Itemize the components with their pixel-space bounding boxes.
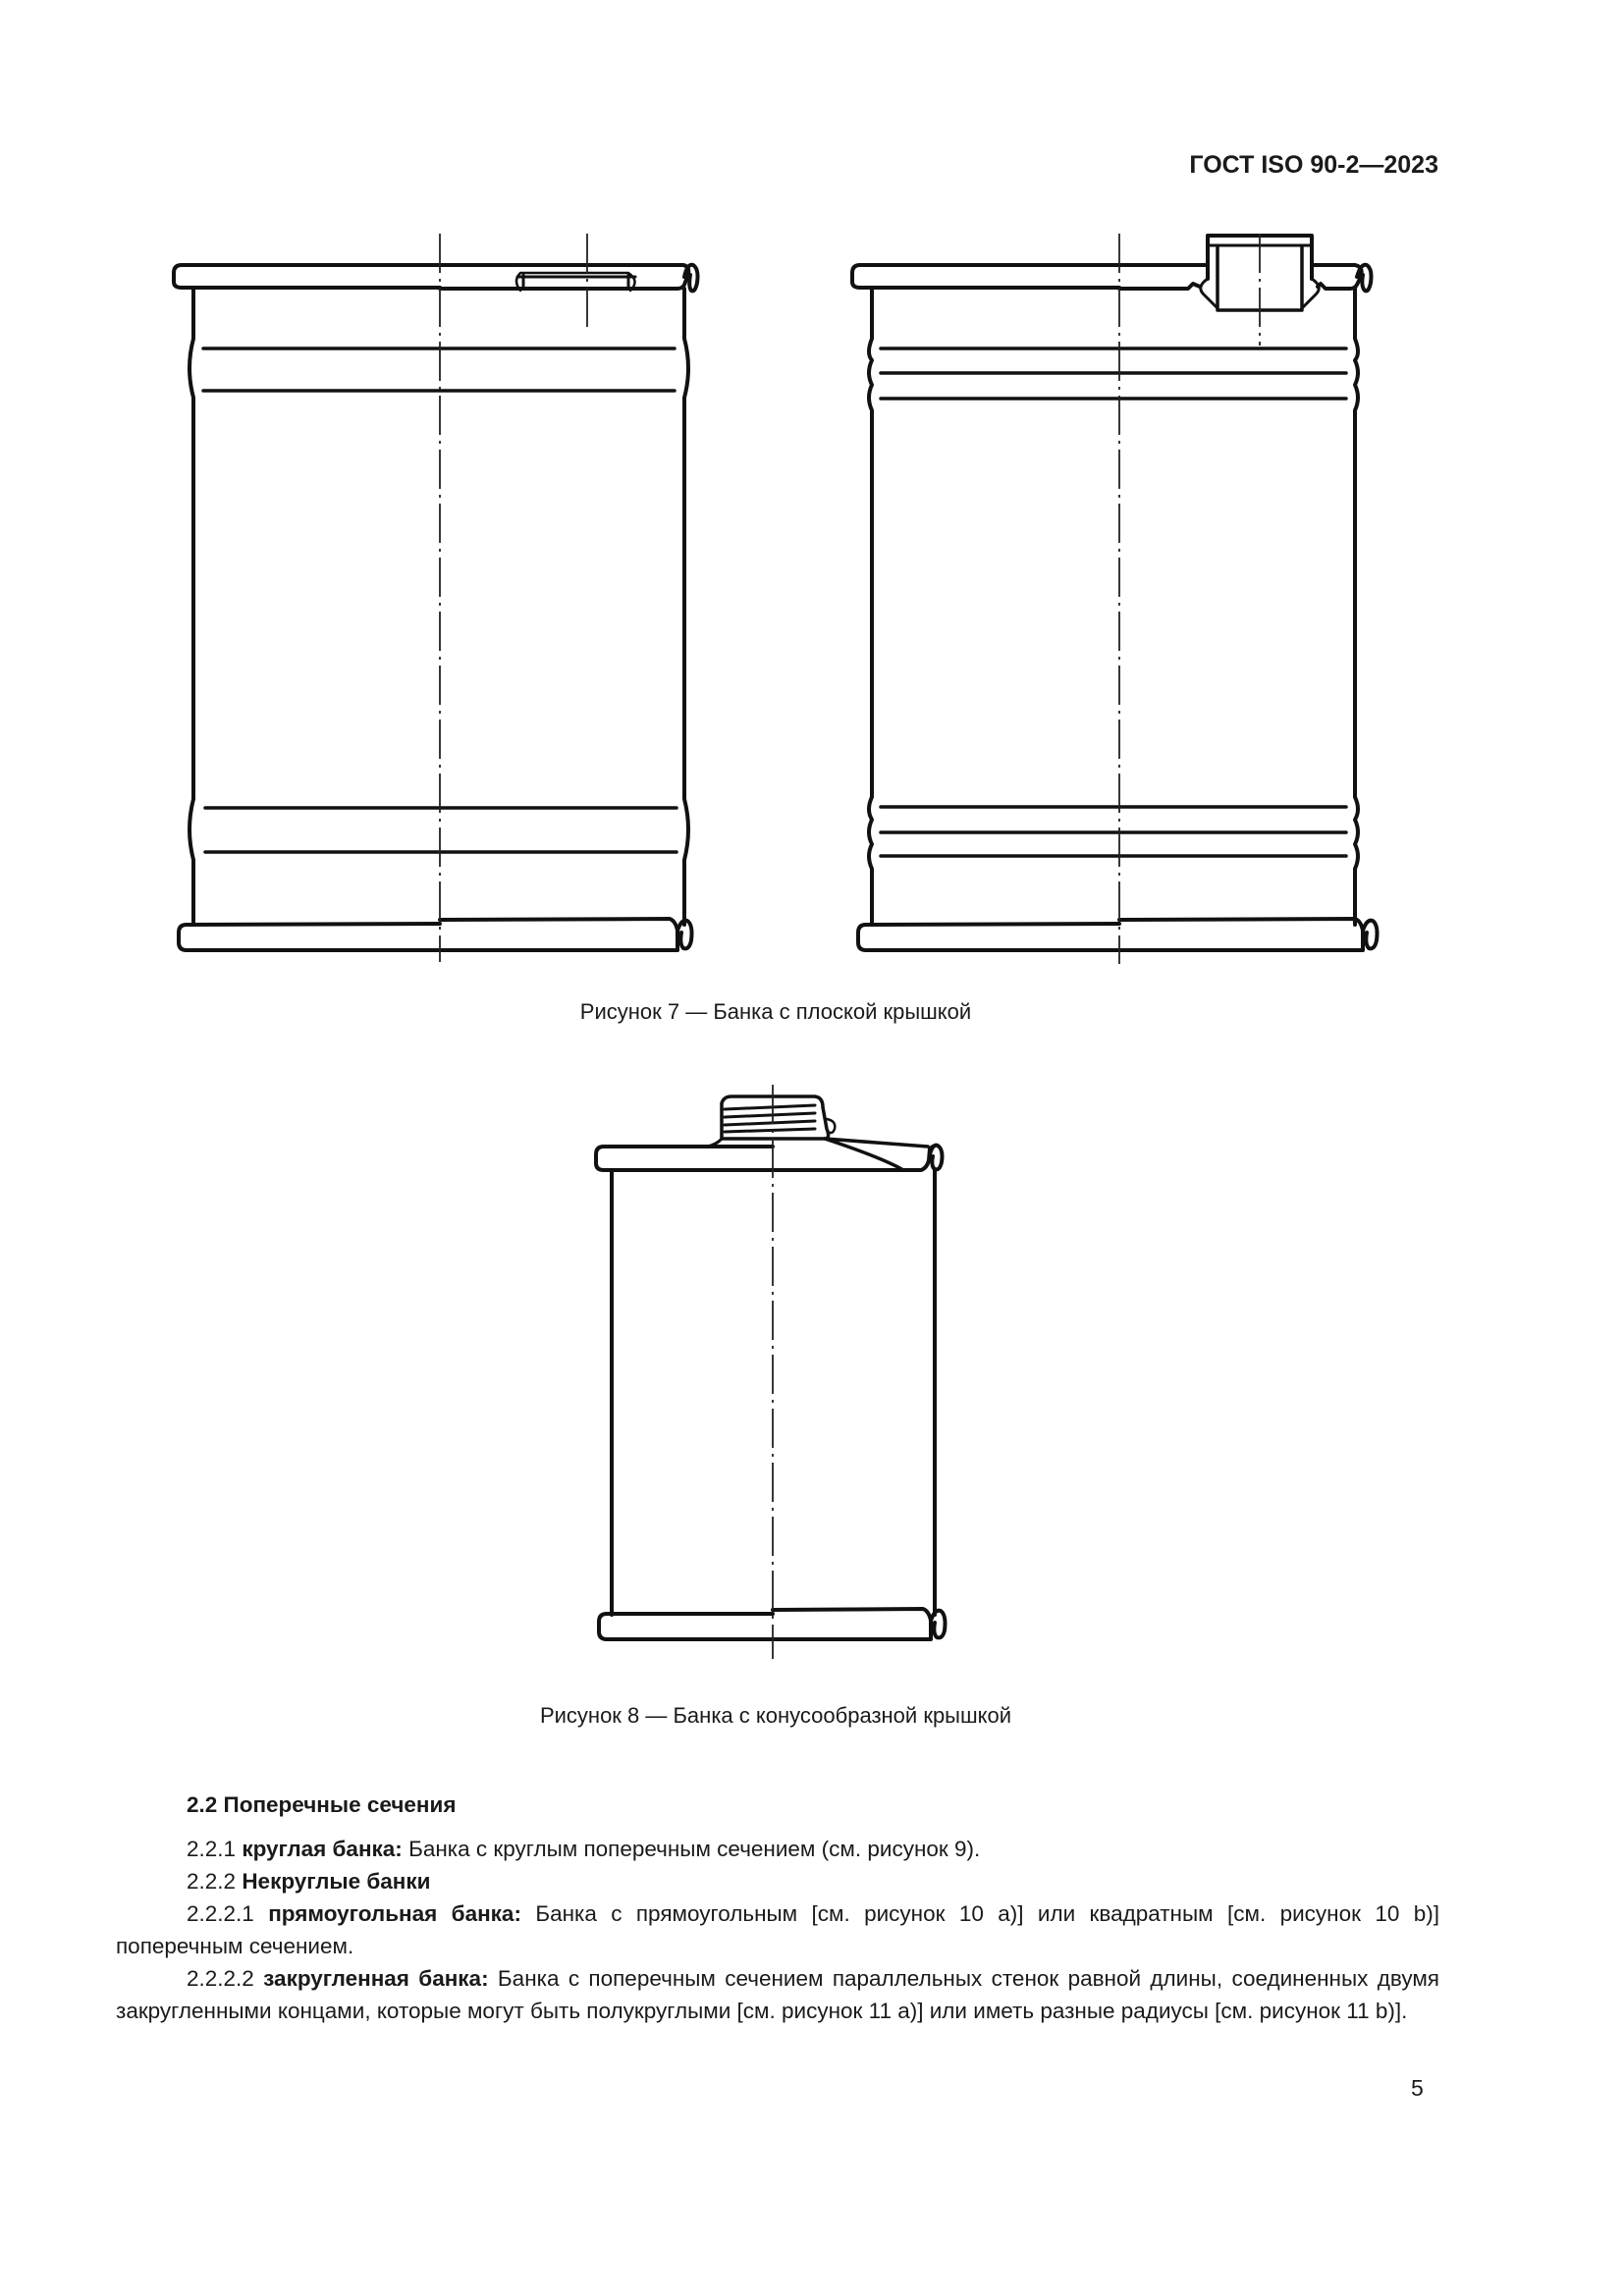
section-heading: 2.2 Поперечные сечения (187, 1792, 457, 1817)
section-body (116, 1789, 1439, 2027)
figure-8-caption: Рисунок 8 — Банка с конусообразной крышкой (539, 1703, 1012, 1728)
centerlines (440, 234, 1260, 1659)
clause-2-2-2-1: 2.2.2.1 прямоугольная банка: Банка с прямоугольным [см. рисунок 10 а)] или квадратным [см. рисунок 10 b)] поперечным сечением. (116, 1901, 1439, 1958)
clause-2-2-2-2: 2.2.2.2 закругленная банка: Банка с поперечным сечением параллельных стенок равной длины, соединенных двумя закругленными концами, которые могут быть полукруглыми [см. рисунок 11 а)] или иметь разные радиусы [см. рисунок 11 b)]. (116, 1966, 1439, 2023)
can-flat-lid-spout-drawing (852, 236, 1378, 950)
document-code-header: ГОСТ ISO 90-2—2023 (1189, 151, 1438, 179)
clause-2-2-2: 2.2.2 Некруглые банки (187, 1869, 431, 1894)
can-flat-lid-opening-drawing (174, 265, 698, 950)
page-number: 5 (1411, 2075, 1424, 2101)
figure-7-caption: Рисунок 7 — Банка с плоской крышкой (579, 999, 972, 1024)
clause-2-2-1: 2.2.1 круглая банка: Банка с круглым поперечным сечением (см. рисунок 9). (187, 1837, 981, 1861)
can-cone-lid-drawing (596, 1096, 946, 1639)
